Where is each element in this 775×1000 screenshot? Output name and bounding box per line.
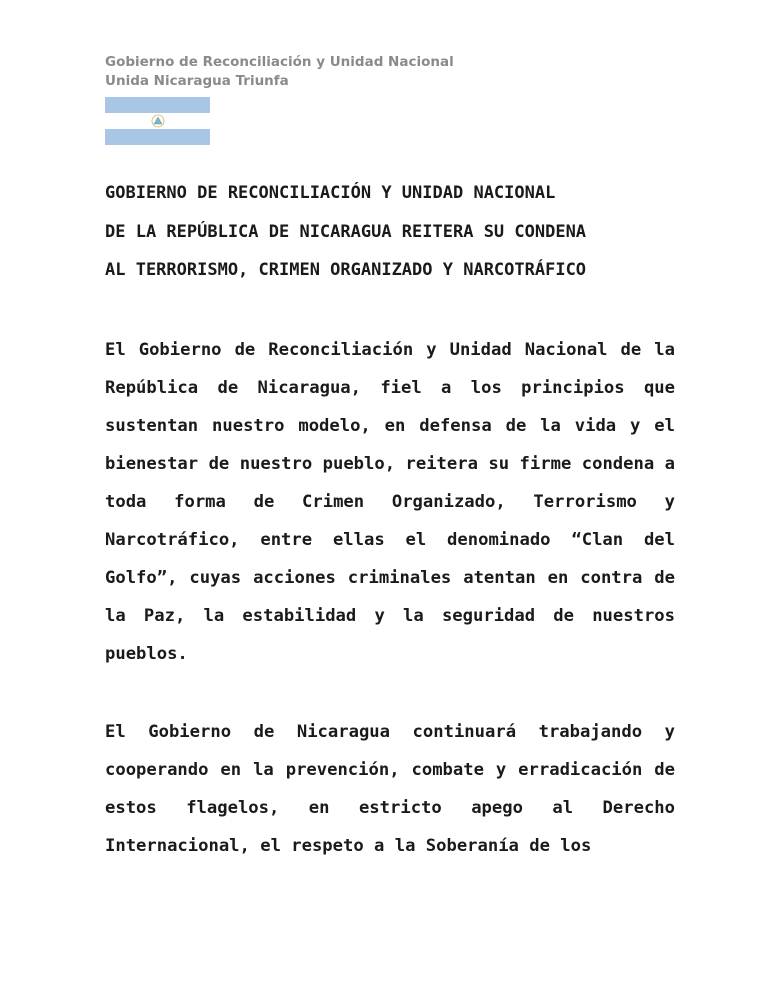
flag-middle-band <box>105 113 210 129</box>
document-body <box>105 174 675 865</box>
paragraph-1: El Gobierno de Reconciliación y Unidad Nacional de la República de Nicaragua, fiel a los principios que sustentan nuestro modelo, en defensa de la vida y el bienestar de nuestro pueblo, reitera su firme condena a toda forma de Crimen Organizado, Terrorismo y Narcotráfico, entre ellas el denominado “Clan del Golfo”, cuyas acciones criminales atentan en contra de la Paz, la estabilidad y la seguridad de nuestros pueblos. <box>105 339 675 664</box>
title-line-3: AL TERRORISMO, CRIMEN ORGANIZADO Y NARCOTRÁFICO <box>105 260 587 280</box>
letterhead <box>105 53 454 91</box>
flag-bottom-band <box>105 129 210 145</box>
coat-of-arms-icon <box>151 114 165 128</box>
title-line-2: DE LA REPÚBLICA DE NICARAGUA REITERA SU CONDENA <box>105 221 587 242</box>
nicaragua-flag-icon <box>105 97 210 145</box>
title-line-1: GOBIERNO DE RECONCILIACIÓN Y UNIDAD NACIONAL <box>105 183 556 203</box>
document-title <box>105 174 675 290</box>
letterhead-line-2: Unida Nicaragua Triunfa <box>105 73 289 89</box>
flag-top-band <box>105 97 210 113</box>
paragraph-2: El Gobierno de Nicaragua continuará trabajando y cooperando en la prevención, combate y erradicación de estos flagelos, en estricto apego al Derecho Internacional, el respeto a la Soberanía de los <box>105 721 675 856</box>
letterhead-line-1: Gobierno de Reconciliación y Unidad Nacional <box>105 54 454 70</box>
